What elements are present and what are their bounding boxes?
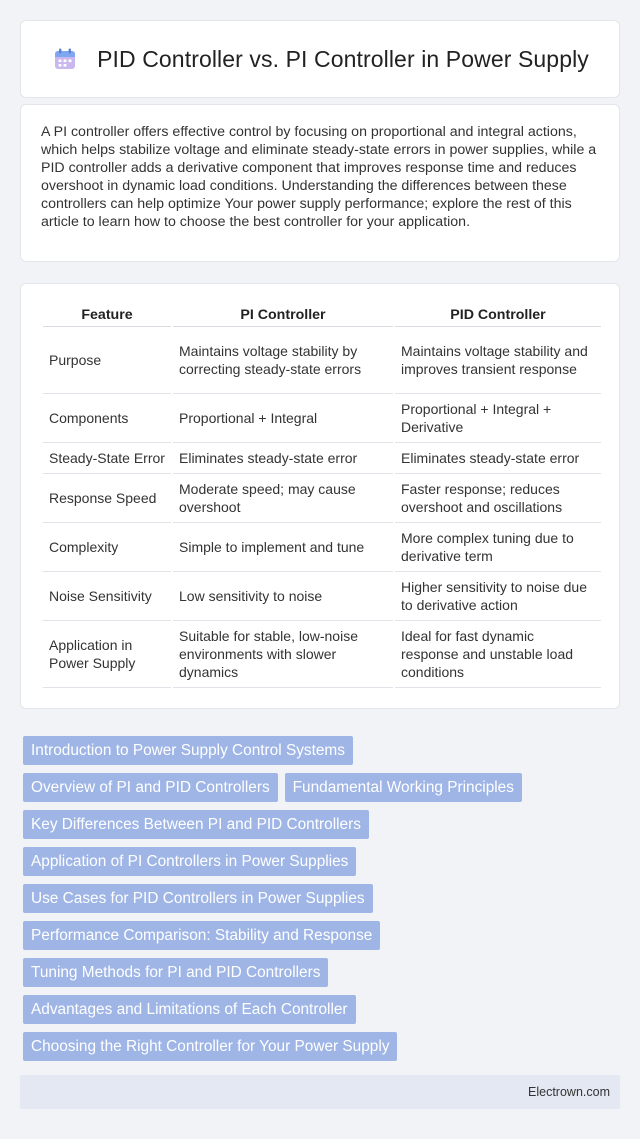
header-pid-controller: PID Controller [395, 300, 601, 327]
pid-cell: More complex tuning due to derivative term [395, 523, 601, 572]
pi-cell: Proportional + Integral [173, 394, 393, 443]
pid-cell: Higher sensitivity to noise due to derivative action [395, 572, 601, 621]
pi-cell: Moderate speed; may cause overshoot [173, 474, 393, 523]
topic-row [23, 921, 623, 950]
pid-cell: Proportional + Integral + Derivative [395, 394, 601, 443]
table-header-row [43, 300, 601, 327]
topic-link-introduction[interactable]: Introduction to Power Supply Control Systems [23, 736, 353, 765]
feature-cell: Response Speed [43, 474, 171, 523]
footer [20, 1075, 620, 1109]
feature-cell: Steady-State Error [43, 443, 171, 474]
topic-row [23, 773, 623, 802]
comparison-table-card [20, 283, 620, 709]
topic-link-performance-comparison[interactable]: Performance Comparison: Stability and Response [23, 921, 380, 950]
intro-card [20, 104, 620, 262]
header-pi-controller: PI Controller [173, 300, 393, 327]
topic-row [23, 958, 623, 987]
table-row [43, 443, 601, 474]
topic-link-overview[interactable]: Overview of PI and PID Controllers [23, 773, 278, 802]
pi-cell: Low sensitivity to noise [173, 572, 393, 621]
table-row [43, 394, 601, 443]
topic-link-choosing-controller[interactable]: Choosing the Right Controller for Your Power Supply [23, 1032, 397, 1061]
feature-cell: Complexity [43, 523, 171, 572]
topic-link-pi-applications[interactable]: Application of PI Controllers in Power Supplies [23, 847, 356, 876]
calendar-icon [51, 45, 79, 73]
pi-cell: Suitable for stable, low-noise environments with slower dynamics [173, 621, 393, 688]
pi-cell: Simple to implement and tune [173, 523, 393, 572]
comparison-table [41, 300, 603, 688]
feature-cell: Noise Sensitivity [43, 572, 171, 621]
topic-row [23, 884, 623, 913]
pid-cell: Maintains voltage stability and improves transient response [395, 327, 601, 394]
pi-cell: Maintains voltage stability by correcting steady-state errors [173, 327, 393, 394]
topic-row [23, 736, 623, 765]
feature-cell: Purpose [43, 327, 171, 394]
topic-row [23, 1032, 623, 1061]
topic-link-tuning-methods[interactable]: Tuning Methods for PI and PID Controllers [23, 958, 328, 987]
header-feature: Feature [43, 300, 171, 327]
pid-cell: Faster response; reduces overshoot and oscillations [395, 474, 601, 523]
topic-link-pid-use-cases[interactable]: Use Cases for PID Controllers in Power Supplies [23, 884, 373, 913]
topic-link-key-differences[interactable]: Key Differences Between PI and PID Controllers [23, 810, 369, 839]
table-row [43, 621, 601, 688]
topic-links [23, 736, 623, 1069]
footer-site-link[interactable]: Electrown.com [528, 1085, 610, 1099]
page-title: PID Controller vs. PI Controller in Power Supply [97, 45, 589, 72]
topic-row [23, 847, 623, 876]
pi-cell: Eliminates steady-state error [173, 443, 393, 474]
pid-cell: Eliminates steady-state error [395, 443, 601, 474]
table-row [43, 474, 601, 523]
pid-cell: Ideal for fast dynamic response and unstable load conditions [395, 621, 601, 688]
table-row [43, 572, 601, 621]
table-row [43, 523, 601, 572]
topic-row [23, 810, 623, 839]
topic-row [23, 995, 623, 1024]
feature-cell: Application in Power Supply [43, 621, 171, 688]
header-card [20, 20, 620, 98]
feature-cell: Components [43, 394, 171, 443]
table-row [43, 327, 601, 394]
topic-link-working-principles[interactable]: Fundamental Working Principles [285, 773, 522, 802]
topic-link-advantages-limitations[interactable]: Advantages and Limitations of Each Controller [23, 995, 356, 1024]
intro-paragraph: A PI controller offers effective control by focusing on proportional and integral actions, which helps stabilize voltage and eliminate steady-state errors in power supplies, while a PID controller adds a derivative component that improves response time and reduces overshoot in dynamic load conditions. Understanding the differences between these controllers can help optimize Your power supply performance; explore the rest of this article to learn how to choose the best controller for your application. [41, 124, 597, 230]
